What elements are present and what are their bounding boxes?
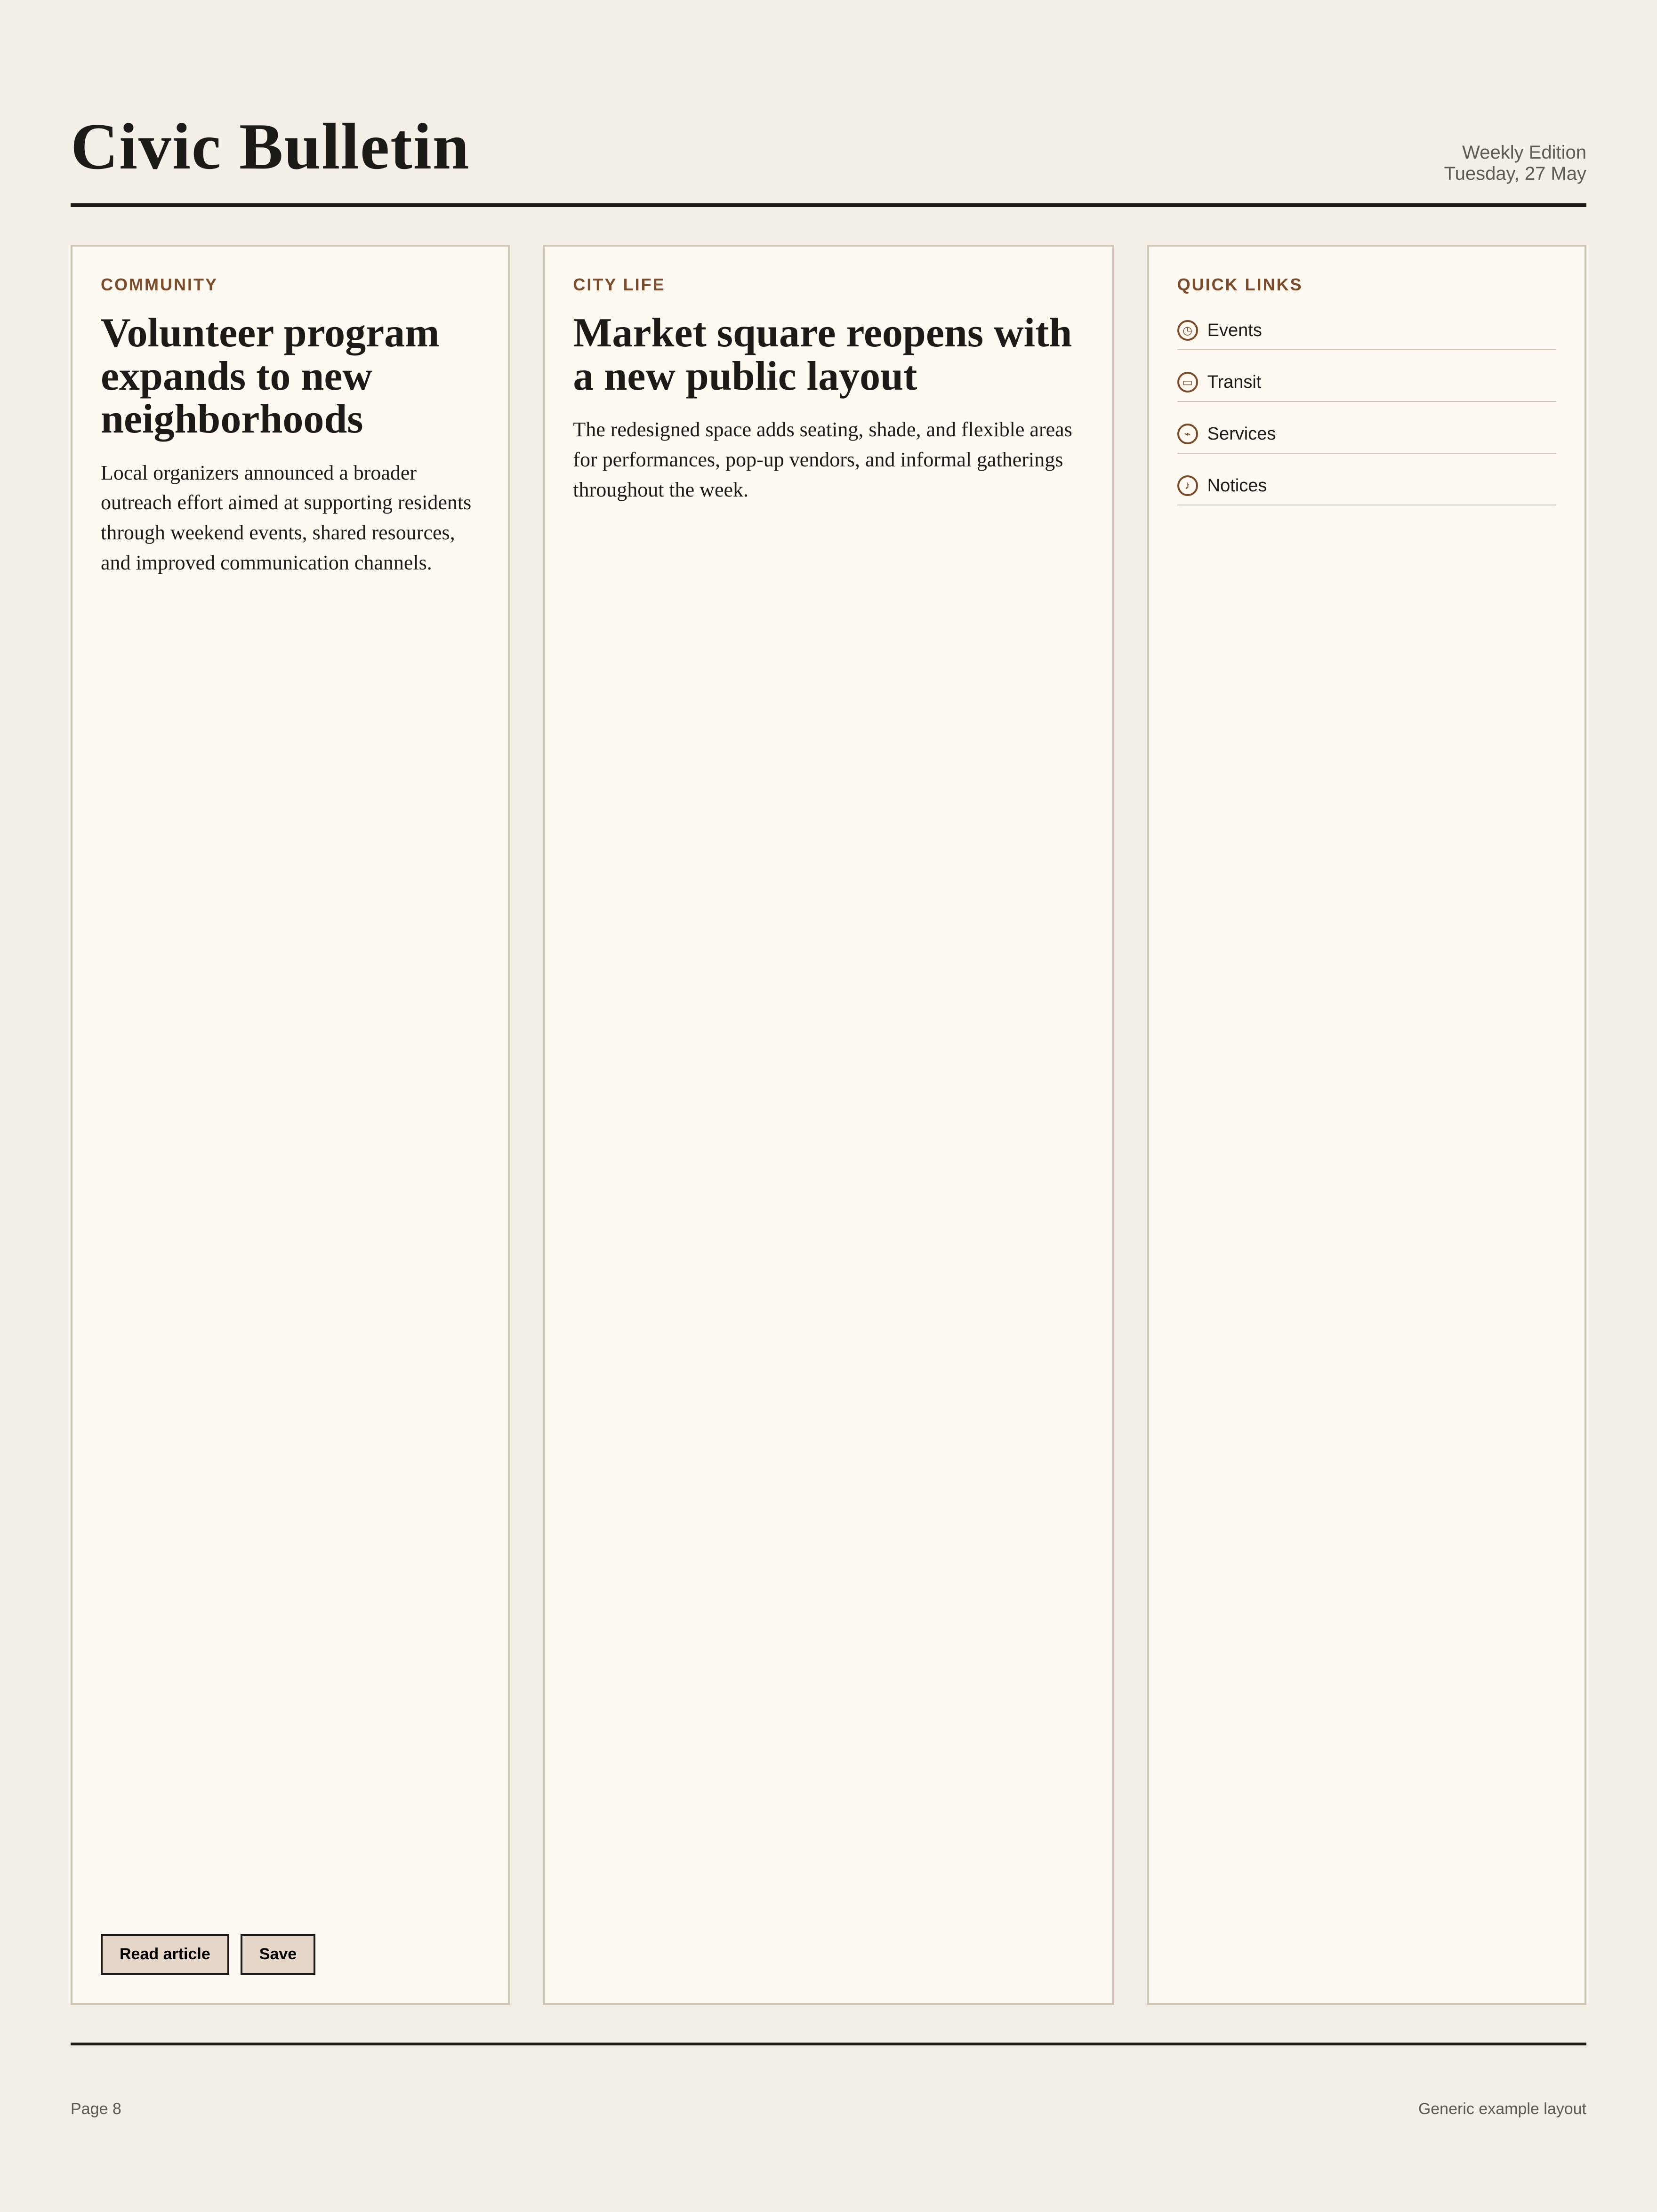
footer — [71, 2043, 1586, 2156]
read-article-button[interactable]: Read article — [101, 1934, 229, 1975]
lead-card — [71, 245, 510, 2005]
brand-title: Civic Bulletin — [71, 110, 470, 183]
sidebar-item-services[interactable] — [1177, 415, 1556, 454]
content-grid — [71, 245, 1586, 2005]
edition-label: Weekly Edition — [1462, 142, 1586, 163]
feature-body: The redesigned space adds seating, shade, and flexible areas for performances, pop-up vendors, and informal gatherings throughout the week. — [573, 418, 1072, 501]
sidebar-label-services: Services — [1207, 424, 1276, 444]
masthead — [71, 56, 1586, 207]
save-button[interactable]: Save — [241, 1934, 315, 1975]
feature-kicker: CITY LIFE — [573, 275, 666, 294]
sidebar-label-notices: Notices — [1207, 475, 1267, 496]
sidebar-item-notices[interactable] — [1177, 467, 1556, 505]
lead-actions — [101, 1934, 480, 1975]
lead-headline: Volunteer program expands to new neighborhoods — [101, 310, 440, 442]
date-label: Tuesday, 27 May — [1444, 163, 1586, 184]
sidebar-item-transit[interactable] — [1177, 363, 1556, 402]
sidebar-title: QUICK LINKS — [1177, 275, 1303, 294]
masthead-meta — [1444, 142, 1586, 184]
feature-card — [543, 245, 1114, 2005]
bell-icon: ♪ — [1177, 475, 1198, 496]
footer-left: Page 8 — [71, 2100, 121, 2118]
sidebar-label-transit: Transit — [1207, 372, 1262, 392]
sidebar-list — [1177, 312, 1556, 505]
lead-body: Local organizers announced a broader outreach effort aimed at supporting residents through weekend events, shared resources, and improved communication channels. — [101, 461, 472, 574]
sidebar-label-events: Events — [1207, 320, 1262, 340]
bus-icon: ▭ — [1177, 372, 1198, 393]
sidebar-card — [1147, 245, 1586, 2005]
calendar-icon: ◷ — [1177, 320, 1198, 341]
sidebar-item-events[interactable] — [1177, 312, 1556, 350]
lead-kicker: COMMUNITY — [101, 275, 218, 294]
footer-right: Generic example layout — [1418, 2100, 1586, 2118]
feature-headline: Market square reopens with a new public layout — [573, 310, 1072, 399]
wrench-icon: ⌁ — [1177, 424, 1198, 444]
